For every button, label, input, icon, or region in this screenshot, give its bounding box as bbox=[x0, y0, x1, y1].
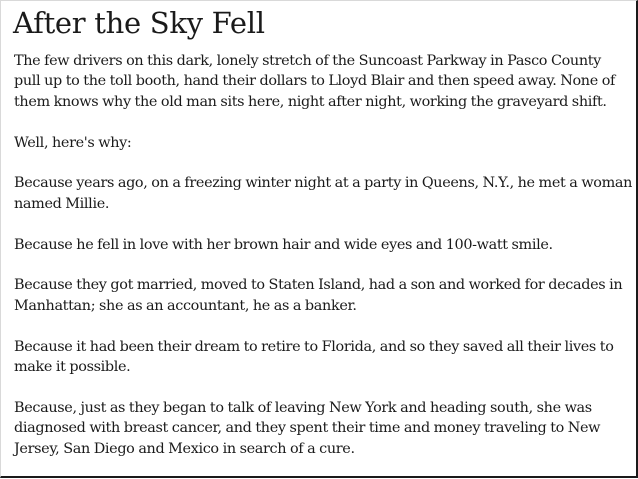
text-line: Jersey, San Diego and Mexico in search of a cure. bbox=[14, 440, 355, 457]
text-line: Because, just as they began to talk of leaving New York and heading south, she was bbox=[14, 399, 592, 416]
text-line: Because years ago, on a freezing winter night at a party in Queens, N.Y., he met a woman bbox=[14, 175, 633, 192]
text-line: Manhattan; she as an accountant, he as a banker. bbox=[14, 297, 357, 314]
text-line: make it possible. bbox=[14, 359, 131, 376]
text-line: Well, here's why: bbox=[14, 134, 132, 151]
paragraph-met-millie bbox=[14, 173, 633, 214]
paragraph-fell-in-love bbox=[14, 235, 622, 255]
text-line: Because it had been their dream to retire to Florida, and so they saved all their lives to bbox=[14, 338, 614, 355]
text-line: Because they got married, moved to Staten Island, had a son and worked for decades in bbox=[14, 277, 623, 294]
paragraph-intro bbox=[14, 51, 622, 112]
text-line: pull up to the toll booth, hand their dollars to Lloyd Blair and then speed away. None of bbox=[14, 73, 615, 90]
text-line: Because he fell in love with her brown hair and wide eyes and 100-watt smile. bbox=[14, 236, 553, 253]
text-line: them knows why the old man sits here, night after night, working the graveyard shift. bbox=[14, 93, 607, 110]
text-line: diagnosed with breast cancer, and they spent their time and money traveling to New bbox=[14, 420, 601, 437]
paragraph-diagnosis bbox=[14, 398, 622, 459]
text-line: The few drivers on this dark, lonely stretch of the Suncoast Parkway in Pasco County bbox=[14, 53, 601, 69]
slide-title: After the Sky Fell bbox=[13, 6, 265, 40]
slide-body bbox=[14, 51, 633, 479]
paragraph-married bbox=[14, 275, 622, 316]
paragraph-heres-why bbox=[14, 133, 622, 153]
text-line: named Millie. bbox=[14, 195, 110, 212]
paragraph-dream-florida bbox=[14, 337, 622, 378]
